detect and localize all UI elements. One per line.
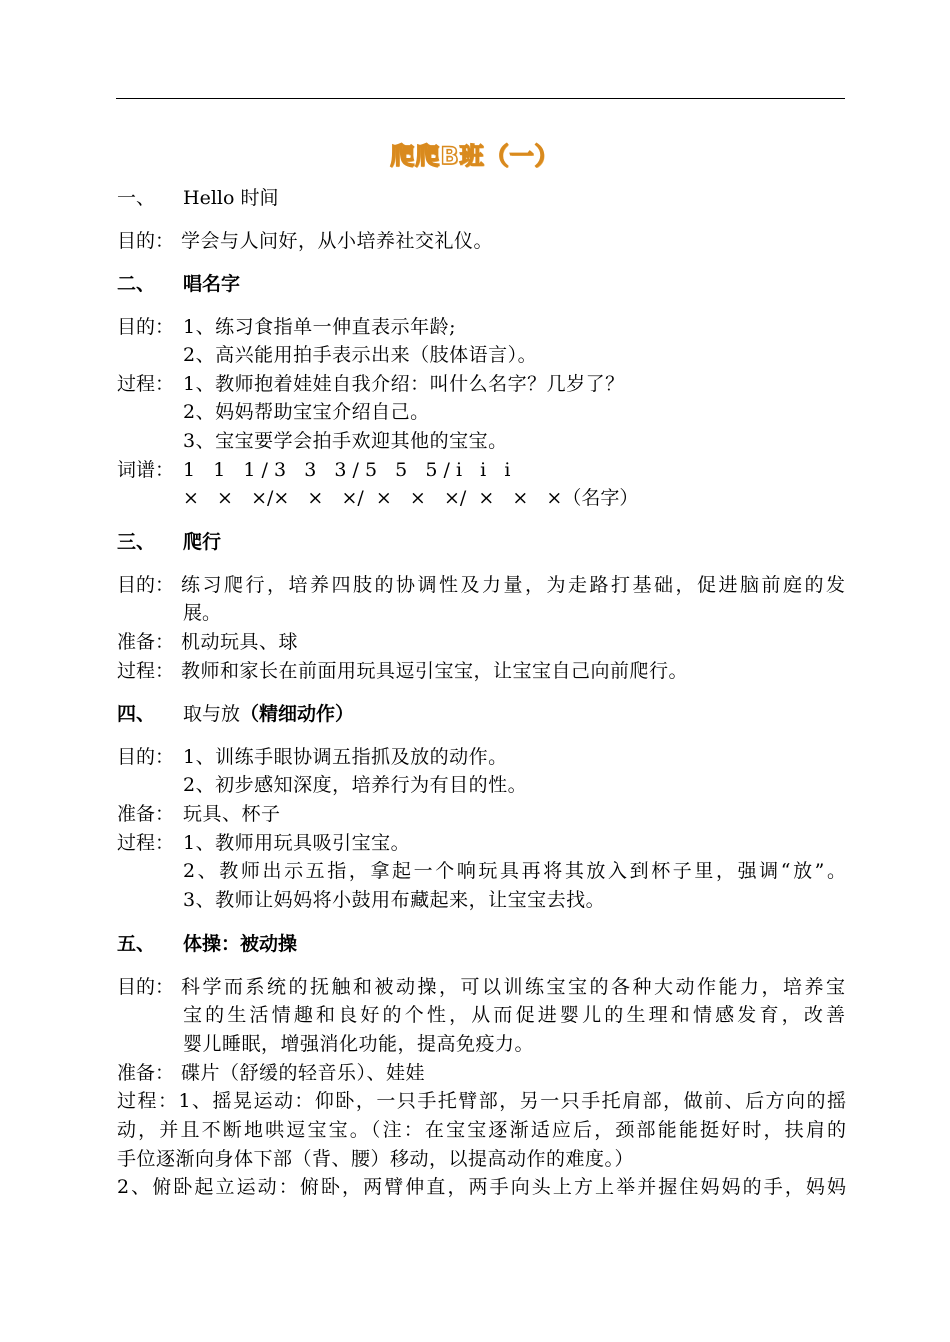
text: 练习爬行，培养四肢的协调性及力量，为走路打基础，促进脑前庭的发 — [181, 574, 845, 596]
section-number: 二、 — [117, 273, 156, 295]
text: 1 1 1 / 3 3 3 / 5 5 5 / i i i — [183, 459, 511, 481]
text: 2、教师出示五指，拿起一个响玩具再将其放入到杯子里，强调“放”。 — [183, 860, 846, 882]
section-number: 五、 — [117, 933, 156, 955]
text: 展。 — [183, 602, 222, 624]
label: 目的： — [117, 574, 175, 596]
label: 准备： — [117, 1062, 175, 1084]
section-title — [183, 702, 354, 726]
section-number: 三、 — [117, 531, 156, 553]
text: × × ×/× × ×/ × × ×/ × × ×（名字） — [183, 487, 639, 509]
text: 科学而系统的抚触和被动操，可以训练宝宝的各种大动作能力，培养宝 — [181, 976, 845, 998]
section-title: 唱名字 — [183, 273, 241, 295]
text: 1、训练手眼协调五指抓及放的动作。 — [183, 746, 508, 768]
text: 1、练习食指单一伸直表示年龄; — [183, 316, 456, 338]
label: 过程： — [117, 660, 175, 682]
text: 动，并且不断地哄逗宝宝。（注：在宝宝逐渐适应后，颈部能能挺好时，扶肩的 — [117, 1119, 846, 1141]
text: 2、高兴能用拍手表示出来（肢体语言）。 — [183, 344, 538, 366]
label: 过程： — [117, 373, 175, 395]
text: 过程：1、摇晃运动：仰卧，一只手托臂部，另一只手托肩部，做前、后方向的摇 — [117, 1090, 846, 1112]
text: 3、宝宝要学会拍手欢迎其他的宝宝。 — [183, 430, 508, 452]
text: 1、教师抱着娃娃自我介绍：叫什么名字？几岁了？ — [183, 373, 625, 395]
label: 目的： — [117, 230, 175, 252]
title-bold: （精细动作） — [240, 703, 355, 725]
label: 目的： — [117, 976, 175, 998]
text: 教师和家长在前面用玩具逗引宝宝，让宝宝自己向前爬行。 — [181, 660, 689, 682]
text: 1、教师用玩具吸引宝宝。 — [183, 832, 411, 854]
text: 2、妈妈帮助宝宝介绍自己。 — [183, 401, 430, 423]
page-title: 爬爬B班（一） — [390, 142, 560, 170]
label: 准备： — [117, 631, 175, 653]
section-title: Hello 时间 — [183, 187, 279, 209]
text: 婴儿睡眠，增强消化功能，提高免疫力。 — [183, 1033, 535, 1055]
label: 目的： — [117, 746, 175, 768]
text: 玩具、杯子 — [183, 803, 281, 825]
text: 碟片（舒缓的轻音乐）、娃娃 — [181, 1062, 426, 1084]
title-main: 取与放 — [183, 703, 241, 725]
header-rule — [116, 98, 845, 99]
text: 手位逐渐向身体下部（背、腰）移动，以提高动作的难度。） — [117, 1148, 635, 1170]
label: 准备： — [117, 803, 175, 825]
text: 宝的生活情趣和良好的个性，从而促进婴儿的生理和情感发育，改善 — [183, 1004, 845, 1026]
text: 3、教师让妈妈将小鼓用布藏起来，让宝宝去找。 — [183, 889, 606, 911]
text: 2、俯卧起立运动：俯卧，两臂伸直，两手向头上方上举并握住妈妈的手，妈妈 — [117, 1176, 846, 1198]
text: 机动玩具、球 — [181, 631, 299, 653]
section-number: 一、 — [117, 187, 156, 209]
label: 过程： — [117, 832, 175, 854]
label: 词谱： — [117, 459, 175, 481]
section-number: 四、 — [117, 703, 156, 725]
section-title: 爬行 — [183, 531, 222, 553]
text: 2、初步感知深度，培养行为有目的性。 — [183, 774, 528, 796]
text: 学会与人问好，从小培养社交礼仪。 — [181, 230, 494, 252]
label: 目的： — [117, 316, 175, 338]
section-title: 体操：被动操 — [183, 933, 298, 955]
